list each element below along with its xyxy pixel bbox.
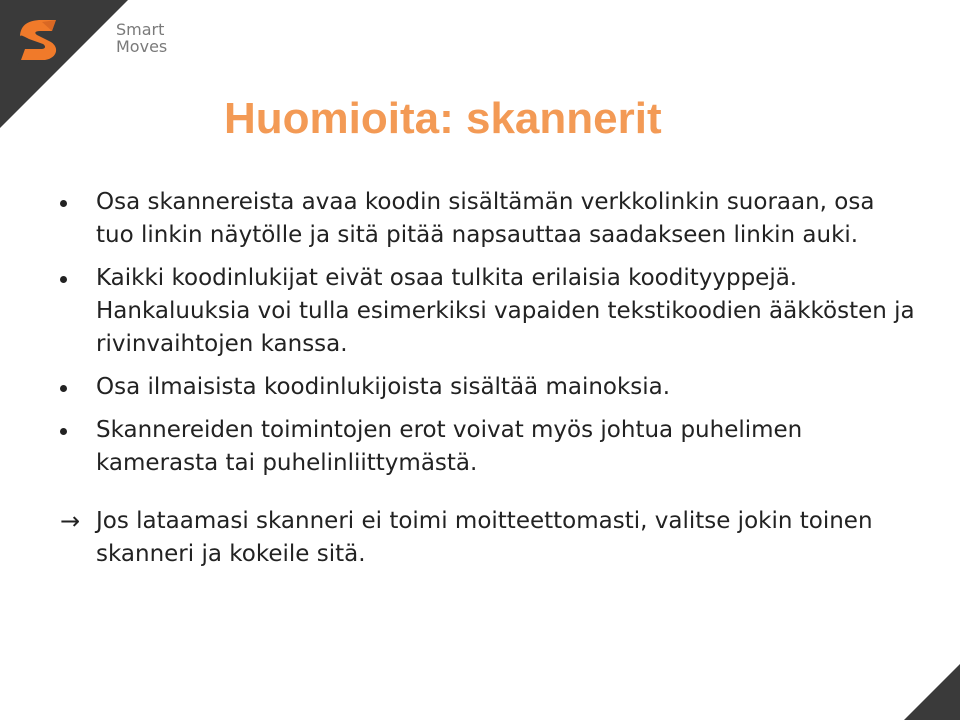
bullet-item [96,414,916,480]
logo-text [116,21,167,55]
smart-moves-s-logo-icon [8,14,70,70]
bullet-item [96,262,916,361]
logo-text-smart: Smart [116,20,165,39]
bullet-dot-icon [60,276,67,283]
content [60,186,916,571]
page-title: Huomioita: skannerit [224,94,662,144]
bullet-text: Kaikki koodinlukijat eivät osaa tulkita erilaisia koodityyppejä. Hankaluuksia voi tulla esimerkiksi vapaiden tekstikoodien ääkkösten ja rivinvaihtojen kanssa. [96,265,915,357]
bullet-item [96,186,916,252]
note-item [60,505,916,571]
bullet-dot-icon [60,385,67,392]
note-text: Jos lataamasi skanneri ei toimi moitteettomasti, valitse jokin toinen skanneri ja kokeile sitä. [96,508,873,567]
bullet-item [96,371,916,404]
right-arrow-icon: → [60,507,81,535]
bullet-text: Skannereiden toimintojen erot voivat myös johtua puhelimen kamerasta tai puhelinliittymästä. [96,417,803,476]
bullet-dot-icon [60,428,67,435]
logo-text-moves: Moves [116,37,168,56]
bullet-text: Osa skannereista avaa koodin sisältämän verkkolinkin suoraan, osa tuo linkin näytölle ja sitä pitää napsauttaa saadakseen linkin auki. [96,189,875,248]
corner-decoration-bottom-right [904,664,960,720]
bullet-dot-icon [60,200,67,207]
bullet-text: Osa ilmaisista koodinlukijoista sisältää mainoksia. [96,374,671,400]
